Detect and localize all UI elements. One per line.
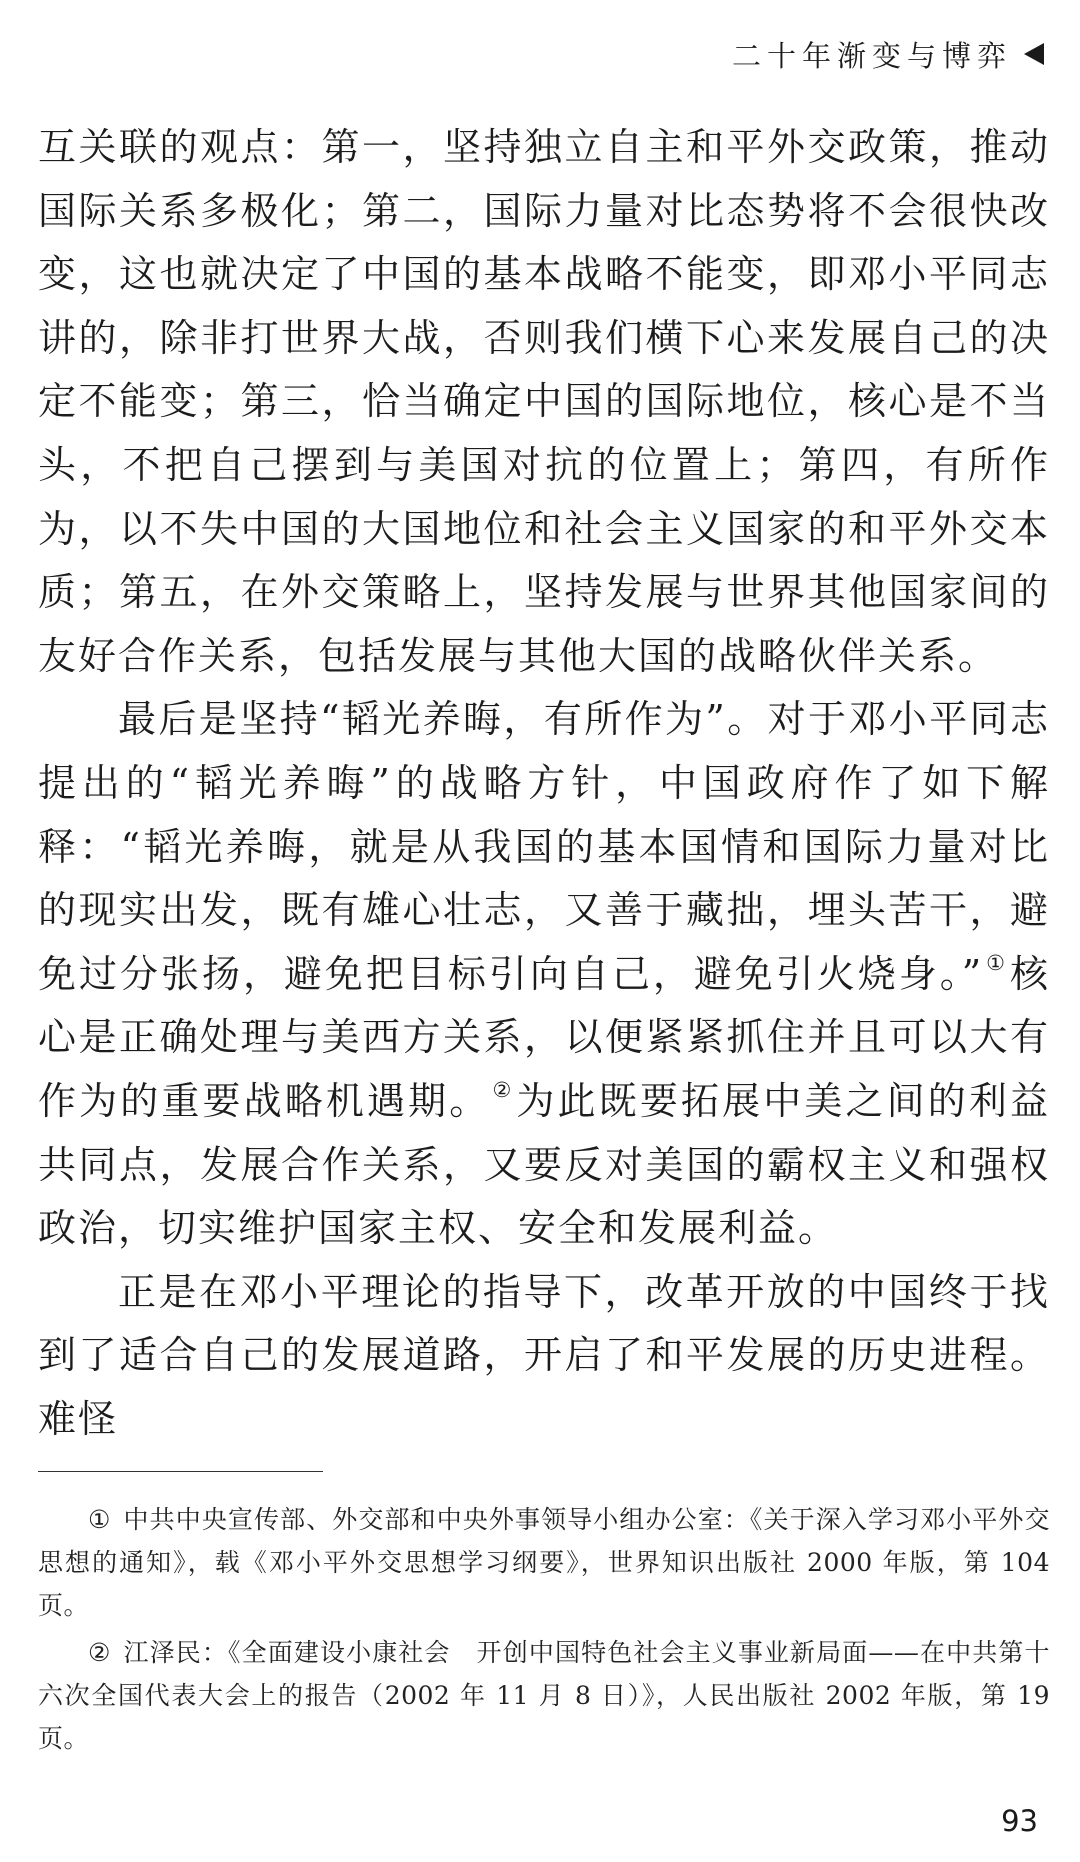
running-header [732,34,1044,74]
footnote-ref-2[interactable]: ② [492,1077,513,1102]
paragraph-text: 为此既要拓展中美之间的利益共同点，发展合作关系，又要反对美国的霸权主义和强权政治，切实维护国家主权、安全和发展利益。 [38,1078,1050,1251]
paragraph-text: 核心是正确处理与美西方关系，以便紧紧抓住并且可以大有作为的重要战略机遇期。 [38,951,1050,1123]
paragraph-deng-theory: 正是在邓小平理论的指导下，改革开放的中国终于找到了适合自己的发展道路，开启了和平发展的历史进程。难怪 [38,1269,1050,1441]
footnote-text: 江泽民：《全面建设小康社会 开创中国特色社会主义事业新局面——在中共第十六次全国代表大会上的报告（2002 年 11 月 8 日）》，人民出版社 2002 年版，第 19 页。 [38,1638,1050,1753]
paragraph-taoguang [38,688,1050,1260]
footnote-mark: ① [88,1505,112,1534]
paragraph-continued: 互关联的观点：第一，坚持独立自主和平外交政策，推动国际关系多极化；第二，国际力量对比态势将不会很快改变，这也就决定了中国的基本战略不能变，即邓小平同志讲的，除非打世界大战，否则我们横下心来发展自己的决定不能变；第三，恰当确定中国的国际地位，核心是不当头，不把自己摆到与美国对抗的位置上；第四，有所作为，以不失中国的大国地位和社会主义国家的和平外交本质；第五，在外交策略上，坚持发展与世界其他国家间的友好合作关系，包括发展与其他大国的战略伙伴关系。 [38,125,1050,678]
footnotes [38,1498,1050,1764]
footnote-mark: ② [88,1638,112,1667]
paragraph-text: 最后是坚持“韬光养晦，有所作为”。对于邓小平同志提出的“韬光养晦”的战略方针，中国政府作了如下解释：“韬光养晦，就是从我国的基本国情和国际力量对比的现实出发，既有雄心壮志，又善于藏拙，埋头苦干，避免过分张扬，避免把目标引向自己，避免引火烧身。” [38,697,1050,996]
left-triangle-icon [1024,43,1044,65]
body-text [38,116,1050,1451]
footnote-text: 中共中央宣传部、外交部和中央外事领导小组办公室：《关于深入学习邓小平外交思想的通知》，载《邓小平外交思想学习纲要》，世界知识出版社 2000 年版，第 104 页。 [38,1505,1050,1620]
footnote-divider [38,1471,323,1472]
footnote-ref-1[interactable]: ① [985,950,1006,975]
footnote-1 [38,1498,1050,1627]
running-title: 二十年渐变与博弈 [731,38,1012,73]
footnote-2 [38,1631,1050,1760]
page-number: 93 [1001,1804,1038,1838]
